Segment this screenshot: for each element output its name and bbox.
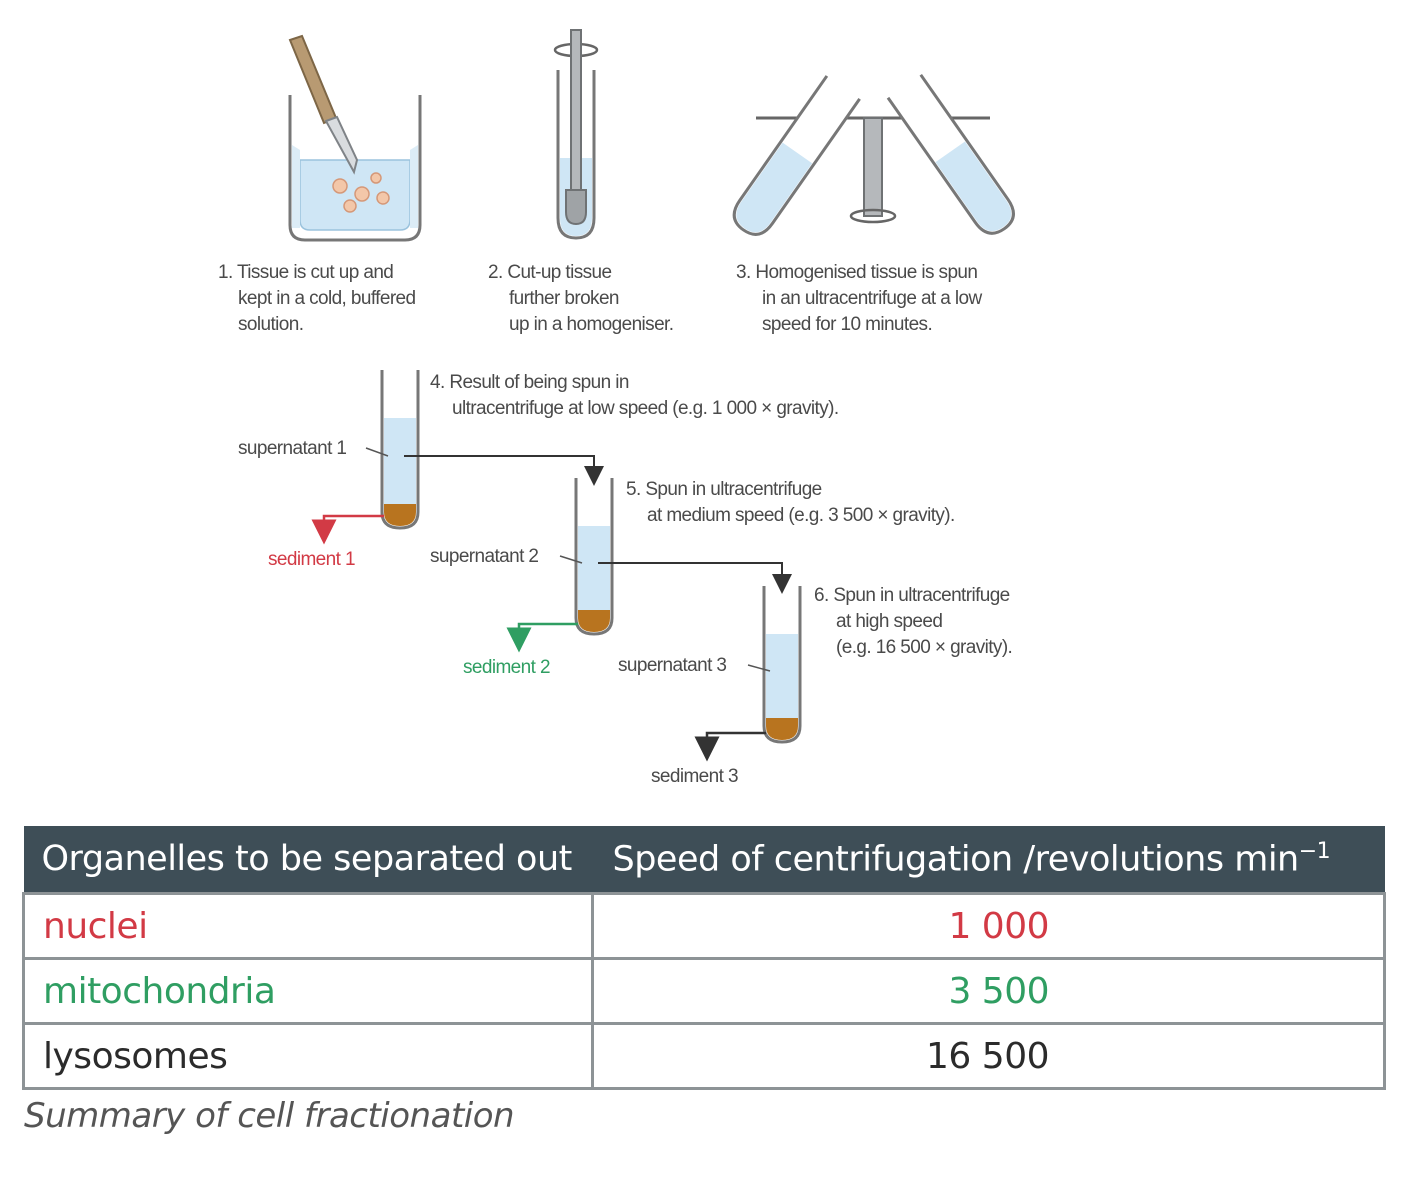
speed-cell: 16 500 [593, 1024, 1385, 1089]
organelle-cell: lysosomes [24, 1024, 593, 1089]
table-row [24, 894, 1385, 959]
sediment-1-label: sediment 1 [268, 549, 355, 570]
step-6-caption-line3: (e.g. 16 500 × gravity). [836, 637, 1013, 658]
test-tube-icon [576, 478, 612, 634]
step-5-caption-line2: at medium speed (e.g. 3 500 × gravity). [647, 505, 955, 526]
test-tube-icon [764, 586, 800, 742]
step-3-caption-line3: speed for 10 minutes. [762, 314, 933, 335]
table-header-row [24, 826, 1385, 894]
organelles-column-header: Organelles to be separated out [24, 826, 593, 894]
scalpel-icon [290, 36, 357, 172]
step-3-caption: 3. Homogenised tissue is spun [736, 262, 978, 283]
step-4-caption-line2: ultracentrifuge at low speed (e.g. 1 000 × gravity). [452, 398, 839, 419]
speed-cell: 3 500 [593, 959, 1385, 1024]
step-6-caption: 6. Spun in ultracentrifuge [814, 585, 1010, 606]
step-1-caption-line3: solution. [238, 314, 304, 335]
step-2-caption-line3: up in a homogeniser. [509, 314, 674, 335]
supernatant-3-label: supernatant 3 [618, 655, 727, 676]
speed-unit-exponent: −1 [1298, 838, 1331, 864]
table-row [24, 1024, 1385, 1089]
step-1-caption: 1. Tissue is cut up and [218, 262, 394, 283]
step-4-caption: 4. Result of being spun in [430, 372, 629, 393]
organelle-cell: nuclei [24, 894, 593, 959]
figure-caption: Summary of cell fractionation [24, 1096, 515, 1136]
supernatant-1-label: supernatant 1 [238, 438, 347, 459]
step-2-caption: 2. Cut-up tissue [488, 262, 612, 283]
step-5-caption: 5. Spun in ultracentrifuge [626, 479, 822, 500]
speed-column-header-text: Speed of centrifugation /revolutions min [612, 839, 1299, 880]
supernatant-2-label: supernatant 2 [430, 546, 539, 567]
speed-column-header [593, 826, 1385, 894]
centrifugation-table [22, 826, 1386, 1090]
test-tube-icon [382, 370, 418, 528]
step-1-caption-line2: kept in a cold, buffered [238, 288, 416, 309]
sediment-2-label: sediment 2 [463, 657, 550, 678]
speed-cell: 1 000 [593, 894, 1385, 959]
organelle-cell: mitochondria [24, 959, 593, 1024]
centrifuge-icon [727, 75, 1020, 242]
step-2-caption-line2: further broken [509, 288, 619, 309]
step-6-caption-line2: at high speed [836, 611, 943, 632]
sediment-3-label: sediment 3 [651, 766, 738, 787]
homogeniser-icon [555, 30, 597, 238]
step-3-caption-line2: in an ultracentrifuge at a low [762, 288, 982, 309]
table-row [24, 959, 1385, 1024]
